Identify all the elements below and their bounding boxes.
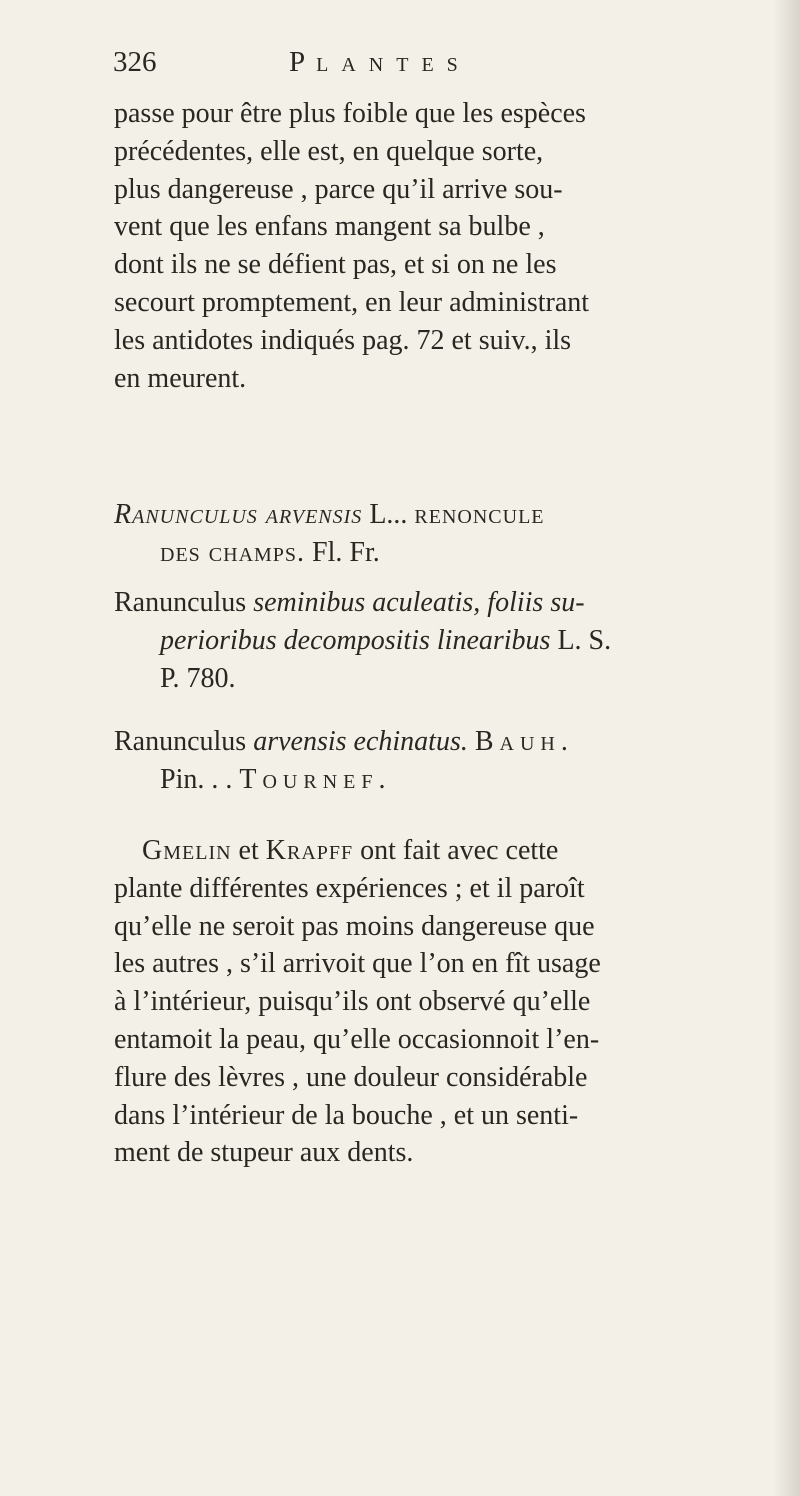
synonym-line	[114, 723, 774, 761]
text-line: dans l’intérieur de la bouche , et un senti-	[114, 1099, 579, 1131]
page-edge-shadow	[774, 0, 800, 1496]
author-name: Krapff	[265, 835, 354, 866]
species-heading	[114, 496, 774, 572]
synonym-diagnosis: seminibus aculeatis, foliis su-	[253, 587, 585, 618]
synonym-author: Tournef.	[239, 763, 392, 795]
species-heading-line1	[114, 496, 774, 534]
text-line: les antidotes indiqués pag. 72 et suiv., ils	[114, 324, 572, 356]
page-number: 326	[113, 46, 157, 78]
text-line	[114, 832, 774, 870]
text-line: dont ils ne se défient pas, et si on ne les	[114, 249, 557, 281]
text-line: ment de stupeur aux dents.	[114, 1137, 414, 1169]
species-latin-name: Ranunculus arvensis	[114, 499, 363, 530]
text-line: précédentes, elle est, en quelque sorte,	[114, 135, 544, 167]
text-line: en meurent.	[114, 362, 247, 394]
text-line: entamoit la peau, qu’elle occasionnoit l’en-	[114, 1023, 600, 1055]
synonym-line	[114, 622, 774, 660]
author-name: Gmelin	[142, 835, 232, 866]
text-line: plante différentes expériences ; et il paroît	[114, 872, 585, 904]
synonym-reference: Pin. . .	[160, 763, 233, 795]
synonym-genus: Ranunculus	[114, 726, 247, 757]
synonym-author: Bauh.	[474, 726, 574, 757]
running-title-rest: LANTES	[316, 54, 471, 76]
species-french-name-cont: des champs.	[160, 536, 306, 568]
text-line: à l’intérieur, puisqu’ils ont observé qu’elle	[114, 986, 591, 1018]
synonym-epithet: arvensis echinatus.	[253, 726, 468, 757]
paragraph-experiments	[114, 832, 774, 1172]
synonym-bauhin	[114, 723, 774, 799]
synonym-genus: Ranunculus	[114, 587, 247, 618]
species-author: L...	[369, 499, 408, 530]
flora-reference: Fl. Fr.	[312, 536, 380, 568]
text-fragment: ont fait avec cette	[360, 835, 559, 866]
synonym-line	[114, 584, 774, 622]
synonym-line: P. 780.	[160, 662, 236, 694]
synonym-diagnosis: perioribus decompositis linearibus	[160, 624, 551, 656]
text-line: qu’elle ne seroit pas moins dangereuse que	[114, 910, 595, 942]
synonym-line	[114, 761, 774, 799]
text-line: flure des lèvres , une douleur considérable	[114, 1061, 588, 1093]
synonym-linnaeus	[114, 584, 774, 697]
conjunction: et	[238, 835, 259, 866]
text-line: plus dangereuse , parce qu’il arrive sou-	[114, 173, 563, 205]
species-heading-line2	[114, 534, 774, 572]
running-title	[289, 46, 471, 79]
text-line: passe pour être plus foible que les espèces	[114, 98, 586, 129]
running-title-initial: P	[289, 46, 317, 78]
text-line: vent que les enfans mangent sa bulbe ,	[114, 211, 545, 243]
text-line: les autres , s’il arrivoit que l’on en fît usage	[114, 948, 601, 980]
synonym-reference: L. S.	[557, 624, 612, 656]
text-line: secourt promptement, en leur administrant	[114, 286, 590, 318]
species-french-name: renoncule	[414, 499, 545, 530]
page-header	[113, 46, 753, 86]
paragraph-continuation	[114, 95, 774, 397]
